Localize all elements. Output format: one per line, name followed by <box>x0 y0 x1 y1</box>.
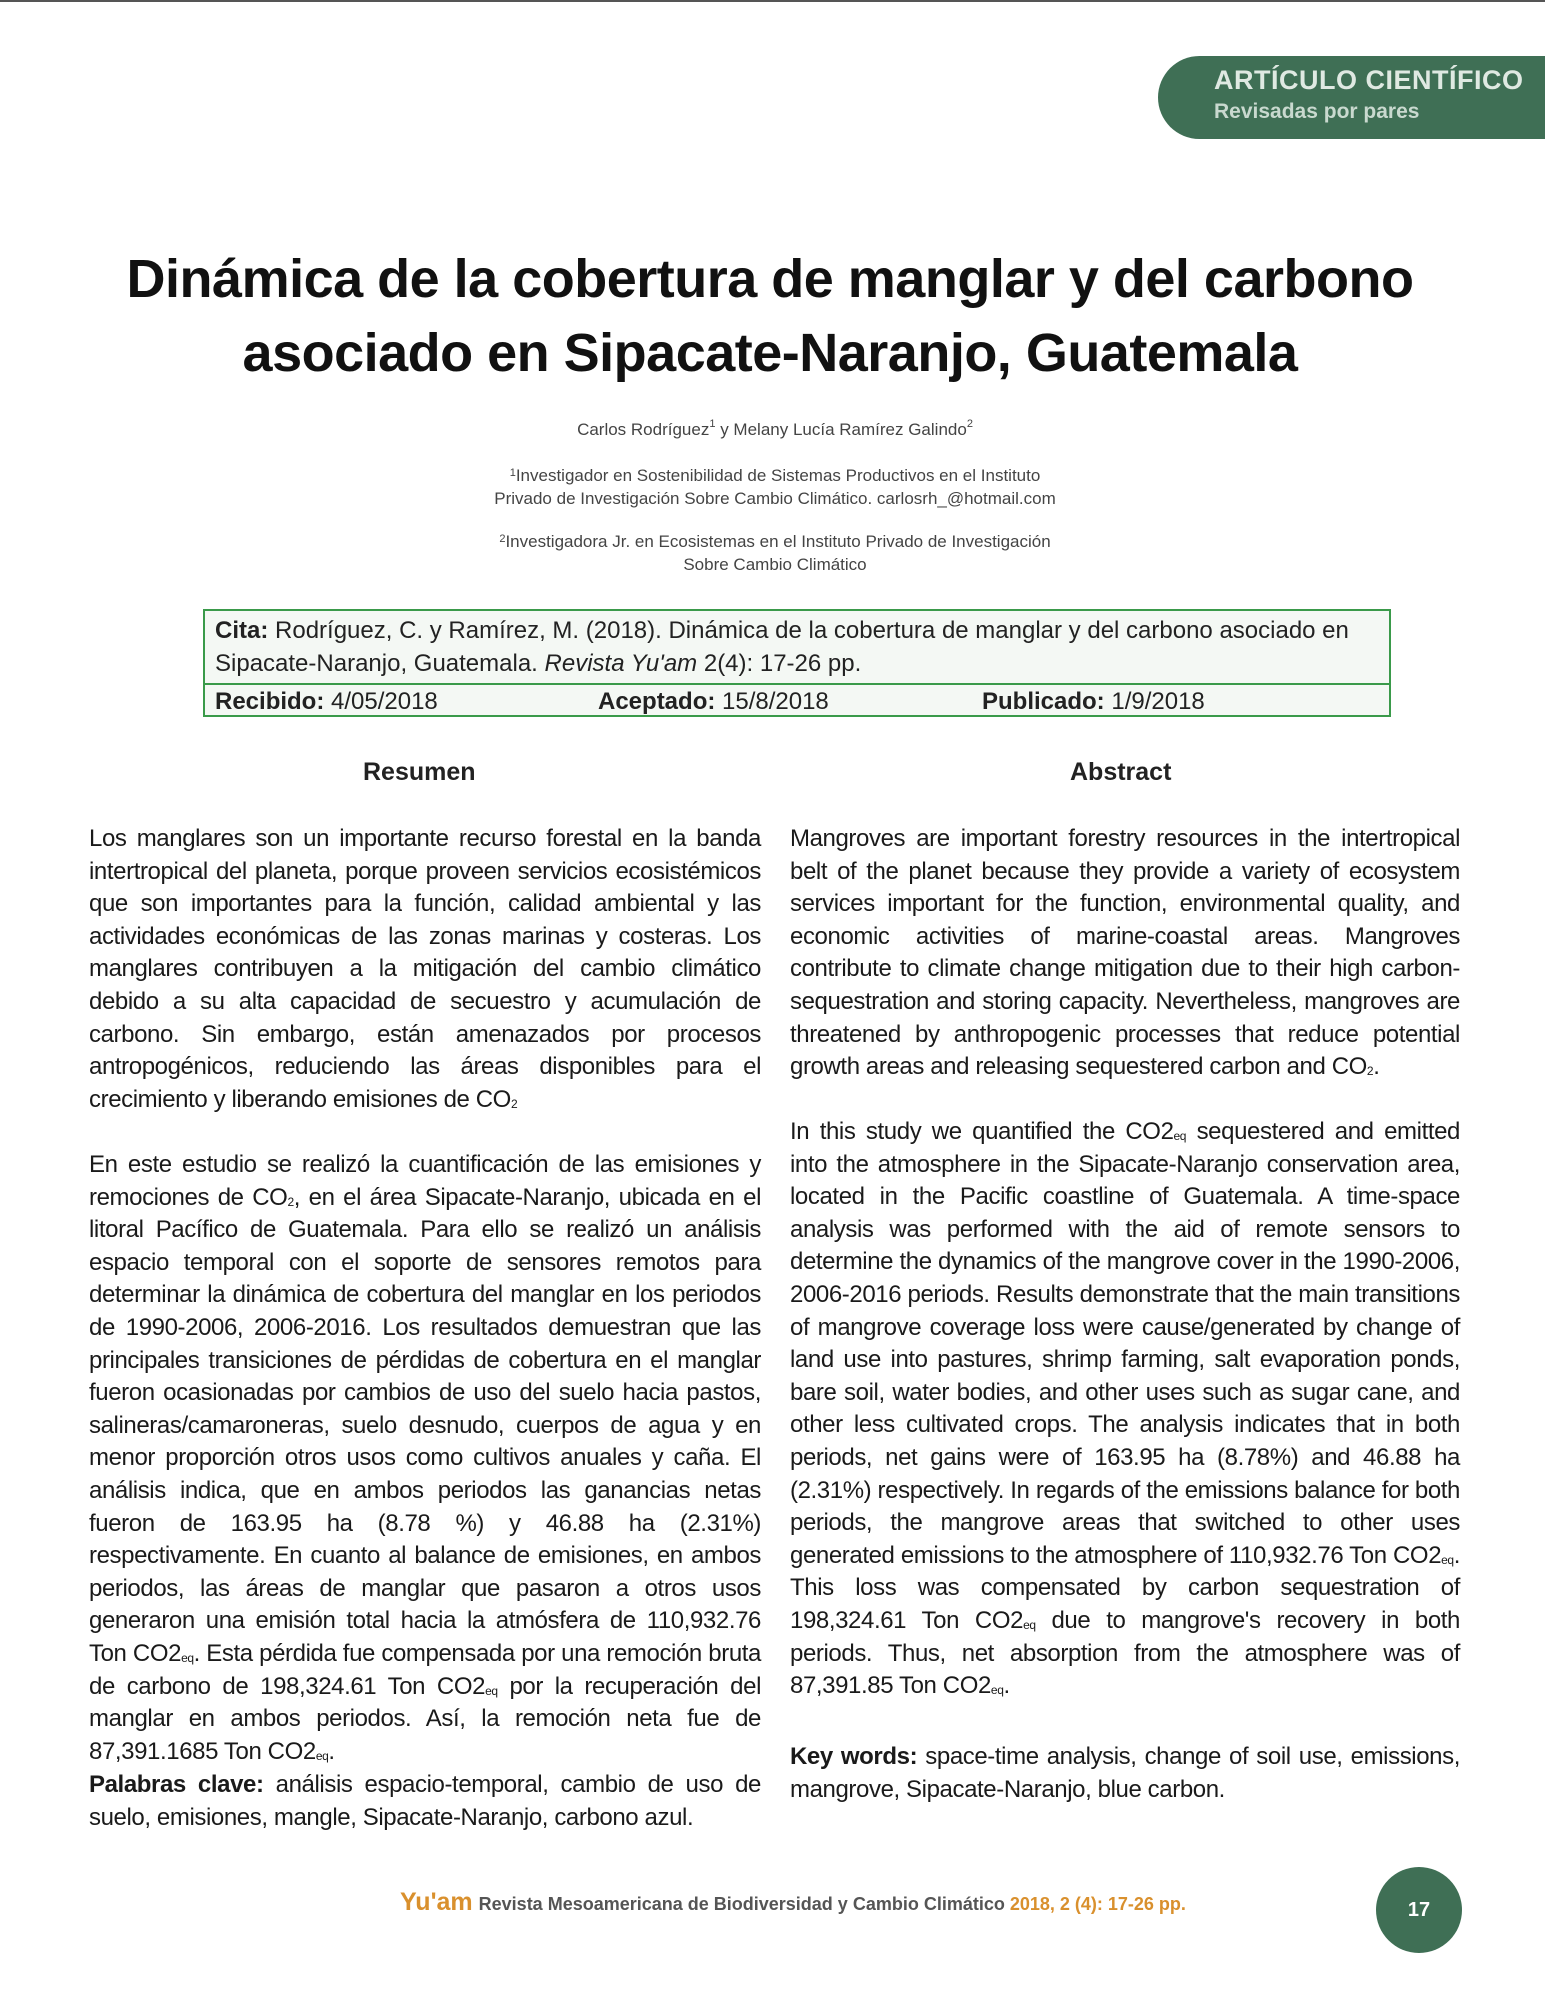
abstract-paragraph-1 <box>790 823 1460 1084</box>
abstract-p1-end: . <box>1373 1053 1380 1081</box>
published-value: 1/9/2018 <box>1104 688 1205 715</box>
article-type-label: ARTÍCULO CIENTÍFICO <box>1214 65 1524 95</box>
resumen-p2-d: por la recuperación del manglar en ambos periodos. Así, la remoción neta fue de 87,391.1685 Ton CO2 <box>89 1672 762 1765</box>
abstract-p2-sub1: eq <box>1173 1129 1187 1143</box>
abstract-p2-sub2: eq <box>1441 1552 1454 1567</box>
received-label: Recibido: <box>215 688 325 715</box>
published-label: Publicado: <box>982 688 1105 715</box>
author-list <box>200 420 1350 440</box>
abstract-heading: Abstract <box>1070 758 1172 786</box>
abstract-p1-sub: 2 <box>1366 1064 1374 1079</box>
journal-footer <box>400 1888 1200 1917</box>
citation-journal: Revista Yu'am <box>544 650 698 677</box>
citation-divider <box>205 683 1389 685</box>
affiliation-1-line-1: Investigador en Sostenibilidad de Sistemas Productivos en el Instituto <box>515 466 1041 485</box>
resumen-p2-sub4: eq <box>315 1748 329 1763</box>
resumen-heading: Resumen <box>363 758 476 786</box>
citation-body: Rodríguez, C. y Ramírez, M. (2018). Dinámica de la cobertura de manglar y del carbono asociado en Sipacate-Naranjo, Guatemala. <box>215 617 1349 677</box>
abstract-p2-sub3: eq <box>1023 1617 1036 1632</box>
abstract-p2-d: due to mangrove's recovery in both periods. Thus, net absorption from the atmosphere was of 87,391.85 Ton CO2 <box>790 1606 1460 1700</box>
journal-name: Revista Mesoamericana de Biodiversidad y Cambio Climático <box>478 1894 1005 1914</box>
affiliation-1 <box>300 464 1250 510</box>
resumen-keywords-text: análisis espacio-temporal, cambio de uso de suelo, emisiones, mangle, Sipacate-Naranjo, carbono azul. <box>89 1771 761 1831</box>
peer-review-label: Revisadas por pares <box>1214 100 1420 123</box>
resumen-p2-sub2: eq <box>181 1650 194 1665</box>
journal-issue: 2018, 2 (4): 17-26 pp. <box>1004 1894 1186 1914</box>
resumen-p2-a: En este estudio se realizó la cuantificación de las emisiones y remociones de CO <box>89 1151 761 1211</box>
citation-dates <box>205 687 1389 717</box>
author-1: Carlos Rodríguez <box>577 420 710 439</box>
author-1-affil-mark: 1 <box>709 418 716 430</box>
top-border-line <box>0 0 1545 2</box>
page-number-badge: 17 <box>1376 1867 1462 1953</box>
abstract-keywords-label: Key words: <box>790 1743 918 1770</box>
abstract-paragraph-2 <box>790 1116 1460 1703</box>
article-type-badge <box>1158 56 1545 139</box>
citation-text <box>215 614 1380 680</box>
resumen-paragraph-2 <box>89 1149 761 1768</box>
resumen-p1-sub: 2 <box>510 1096 518 1111</box>
accepted-label: Aceptado: <box>598 688 716 715</box>
resumen-p2-e: . <box>328 1737 335 1765</box>
author-connector: y <box>715 420 734 439</box>
affiliation-2-line-1: Investigadora Jr. en Ecosistemas en el Instituto Privado de Investigación <box>505 532 1051 551</box>
abstract-p1-text: Mangroves are important forestry resources in the intertropical belt of the planet because they provide a variety of ecosystem services important for the function, environmental quality, and economic activities of marine-coastal areas. Mangroves contribute to climate change mitigation due to their high carbon-sequestration and storing capacity. Nevertheless, mangroves are threatened by anthropogenic processes that reduce potential growth areas and releasing sequestered carbon and CO <box>790 825 1460 1081</box>
abstract-keywords-text: space-time analysis, change of soil use, emissions, mangrove, Sipacate-Naranjo, blue carbon. <box>790 1743 1460 1803</box>
resumen-keywords-label: Palabras clave: <box>89 1771 264 1798</box>
citation-volume: 2(4): 17-26 pp. <box>697 650 862 677</box>
abstract-p2-sub4: eq <box>990 1683 1004 1698</box>
resumen-p2-b: , en el área Sipacate-Naranjo, ubicada en el litoral Pacífico de Guatemala. Para ello se realizó un análisis espacio temporal con el soporte de sensores remotos para determinar la dinámica de cobertura del manglar en los periodos de 1990-2006, 2006-2016. Los resultados demuestran que las principales transiciones de pérdidas de cobertura en el manglar fueron ocasionadas por cambios de uso del suelo hacia pastos, salineras/camaroneras, suelo desnudo, cuerpos de agua y en menor proporción otros usos como cultivos anuales y caña. El análisis indica, que en ambos periodos las ganancias netas fueron de 163.95 ha (8.78 %) y 46.88 ha (2.31%) respectivamente. En cuanto al balance de emisiones, en ambos periodos, las áreas de manglar que pasaron a otros usos generaron una emisión total hacia la atmósfera de 110,932.76 Ton CO2 <box>89 1183 762 1667</box>
abstract-p2-b: sequestered and emitted into the atmosphere in the Sipacate-Naranjo conservation area, located in the Pacific coastline of Guatemala. A time-space analysis was performed with the aid of remote sensors to determine the dynamics of the mangrove cover in the 1990-2006, 2006-2016 periods. Results demonstrate that the main transitions of mangrove coverage loss were cause/generated by change of land use into pastures, shrimp farming, salt evaporation ponds, bare soil, water bodies, and other uses such as sugar cane, and other less cultivated crops. The analysis indicates that in both periods, net gains were of 163.95 ha (8.78%) and 46.88 ha (2.31%) respectively. In regards of the emissions balance for both periods, the mangrove areas that switched to other uses generated emissions to the atmosphere of 110,932.76 Ton CO2 <box>790 1118 1460 1569</box>
resumen-p1-text: Los manglares son un importante recurso forestal en la banda intertropical del planeta, porque proveen servicios ecosistémicos que son importantes para la función, calidad ambiental y las actividades económicas de las zonas marinas y costeras. Los manglares contribuyen a la mitigación del cambio climático debido a su alta capacidad de secuestro y acumulación de carbono. Sin embargo, están amenazados por procesos antropogénicos, reduciendo las áreas disponibles para el crecimiento y liberando emisiones de CO <box>89 825 761 1113</box>
journal-brand: Yu'am <box>400 1888 473 1916</box>
accepted-value: 15/8/2018 <box>715 688 829 715</box>
affiliation-2-line-2: Sobre Cambio Climático <box>683 555 867 574</box>
resumen-keywords <box>89 1769 761 1834</box>
resumen-p2-c: . Esta pérdida fue compensada por una remoción bruta de carbono de 198,324.61 Ton CO2 <box>89 1639 761 1700</box>
title-line-1: Dinámica de la cobertura de manglar y del carbono <box>126 249 1414 309</box>
citation-label: Cita: <box>215 617 269 644</box>
author-2-affil-mark: 2 <box>966 418 973 430</box>
affiliation-2-mark: 2 <box>499 533 506 545</box>
author-2: Melany Lucía Ramírez Galindo <box>733 420 967 439</box>
resumen-p2-sub3: eq <box>485 1683 498 1698</box>
page-title <box>120 242 1420 390</box>
abstract-p2-e: . <box>1003 1672 1010 1700</box>
abstract-p2-a: In this study we quantified the CO2 <box>790 1118 1174 1145</box>
published-date <box>982 687 1205 717</box>
affiliation-2 <box>300 530 1250 576</box>
received-value: 4/05/2018 <box>324 688 438 715</box>
resumen-p2-sub1: 2 <box>287 1194 294 1209</box>
affiliation-1-mark: 1 <box>509 467 516 479</box>
affiliation-1-line-2: Privado de Investigación Sobre Cambio Climático. carlosrh_@hotmail.com <box>494 489 1056 508</box>
abstract-p2-c: . This loss was compensated by carbon sequestration of 198,324.61 Ton CO2 <box>790 1541 1460 1634</box>
resumen-paragraph-1 <box>89 823 761 1116</box>
received-date <box>215 687 438 717</box>
abstract-keywords <box>790 1741 1460 1806</box>
accepted-date <box>598 687 829 717</box>
citation-box <box>203 609 1391 717</box>
title-line-2: asociado en Sipacate-Naranjo, Guatemala <box>242 323 1298 383</box>
